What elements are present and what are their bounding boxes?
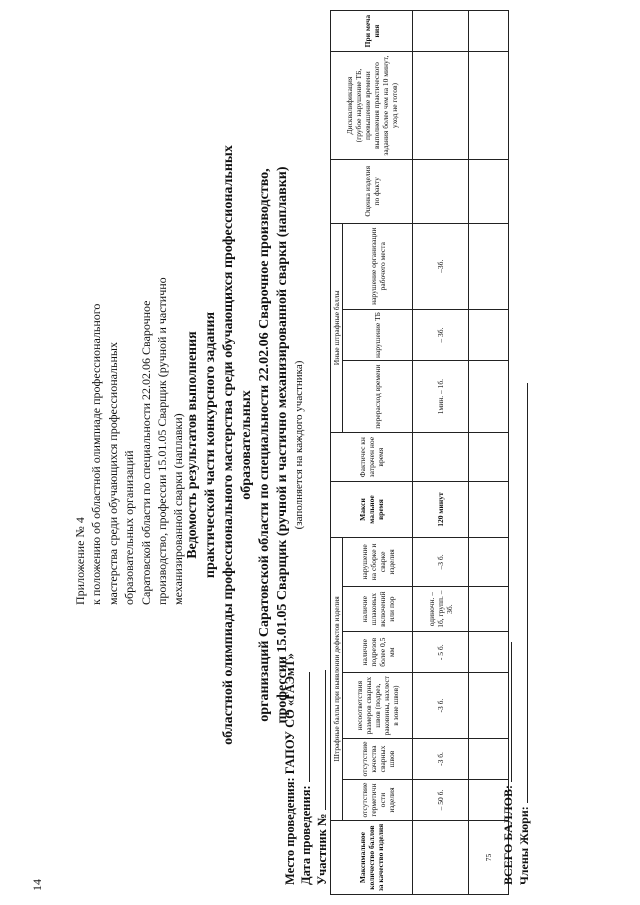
penalty-cell: [413, 11, 469, 52]
page-number: 14: [30, 879, 44, 891]
appendix-line: производство, профессии 15.01.05 Сварщик (ручной и частично: [155, 277, 170, 605]
defect-header: наличие подрезов более 0,5 мм: [343, 632, 413, 673]
place-label: Место проведения: ГАПОУ СО «ГАЭмТ»: [283, 653, 297, 885]
title-line-2: практической части конкурсного задания: [203, 311, 218, 579]
penalty-cell: одиночн. – 1б, групп. – 3б.: [413, 587, 469, 632]
col-max-time: Макси мальное время: [331, 482, 413, 537]
date-label: Дата проведения:: [299, 785, 313, 885]
value-cell: [469, 52, 509, 160]
penalty-cell: [413, 821, 469, 895]
total-label: ВСЕГО БАЛЛОВ:: [501, 784, 515, 885]
disq-note: (грубое нарушение ТБ, превышение времени выполнения практического задания более чем на 10 минут, уход не готов): [353, 55, 399, 156]
meta-block: [283, 653, 330, 885]
group-other: Иные штрафные баллы: [331, 223, 343, 432]
value-cell: [469, 159, 509, 223]
jury-label: Члены Жюри:: [517, 806, 531, 885]
appendix-line: образовательных организаций: [122, 450, 137, 605]
penalty-cell: - 5 б.: [413, 632, 469, 673]
other-header: перерасход времени: [343, 361, 413, 433]
defect-header: нарушение на сборке и сварке изделия: [343, 537, 413, 586]
title-line-3: областной олимпиады профессионального мастерства среди обучающихся профессиональных образовательных: [221, 145, 254, 745]
defect-header: отсутствие герметичн ости изделия: [343, 780, 413, 821]
title-line-1: Ведомость результатов выполнения: [185, 331, 200, 559]
results-table: [330, 10, 509, 895]
penalty-row: [413, 11, 469, 895]
penalty-cell: [413, 159, 469, 223]
total-blank: [500, 642, 512, 782]
other-header: нарушение организации рабочего места: [343, 223, 413, 309]
appendix-line: Приложение № 4: [73, 517, 87, 605]
other-header: нарушение ТБ: [343, 309, 413, 360]
header-row-1: [331, 11, 343, 895]
disq-title: Дисквалификация: [344, 76, 354, 135]
penalty-cell: -3 б.: [413, 738, 469, 779]
date-line: [298, 653, 314, 885]
col-notes: При меча ния: [331, 11, 413, 52]
defect-header: наличие шлаковых включений или пор: [343, 587, 413, 632]
appendix-line: Саратовской области по специальности 22.02.06 Сварочное: [138, 300, 153, 605]
penalty-cell: – 3б.: [413, 309, 469, 360]
participant-blank: [314, 670, 326, 810]
value-cell: [469, 11, 509, 52]
penalty-cell: [413, 52, 469, 160]
totals-block: [500, 383, 532, 885]
appendix-line: мастерства среди обучающихся профессиональных: [105, 342, 120, 605]
penalty-cell: – 50 б.: [413, 780, 469, 821]
jury-blank: [516, 383, 528, 803]
penalty-cell: –3 б.: [413, 537, 469, 586]
group-defects: Штрафные баллы при выявлении дефектов изделия: [331, 537, 343, 820]
total-line: [500, 383, 516, 885]
appendix-line: к положению об областной олимпиаде профессионального: [89, 303, 104, 605]
value-cell: [469, 309, 509, 360]
title-note: (заполняется на каждого участника): [293, 360, 305, 530]
place-line: [283, 653, 298, 885]
col-grade: Оценка изделия по факту: [331, 159, 413, 223]
penalty-cell: –3б.: [413, 223, 469, 309]
value-cell: [469, 223, 509, 309]
title-line-5: профессии 15.01.05 Сварщик (ручной и частично механизированной сварки (наплавки): [275, 166, 290, 724]
defect-header: отсутствие качества сварных швов: [343, 738, 413, 779]
penalty-cell: [413, 433, 469, 482]
col-disqualification: [331, 52, 413, 160]
title-line-4: организаций Саратовской области по специальности 22.02.06 Сварочное производство,: [257, 168, 272, 722]
max-points-value: 75: [469, 821, 509, 895]
penalty-cell: -3 б.: [413, 673, 469, 739]
max-time-value: 120 минут: [413, 482, 469, 537]
jury-line: [516, 383, 532, 885]
col-actual-time: Фактичес кн затрачен ное время: [331, 433, 413, 482]
penalty-cell: 1мин. – 1б.: [413, 361, 469, 433]
participant-line: [314, 653, 330, 885]
date-blank: [298, 672, 310, 782]
col-max-points: Максимальное количество баллов за качество изделия: [331, 821, 413, 895]
appendix-block: [72, 65, 187, 605]
defect-header: несоответствия размеров сварных швов (подрез, раковины, нахлест в зоне швов): [343, 673, 413, 739]
participant-label: Участник №: [315, 813, 329, 885]
appendix-line: механизированной сварки (наплавки): [171, 413, 186, 605]
